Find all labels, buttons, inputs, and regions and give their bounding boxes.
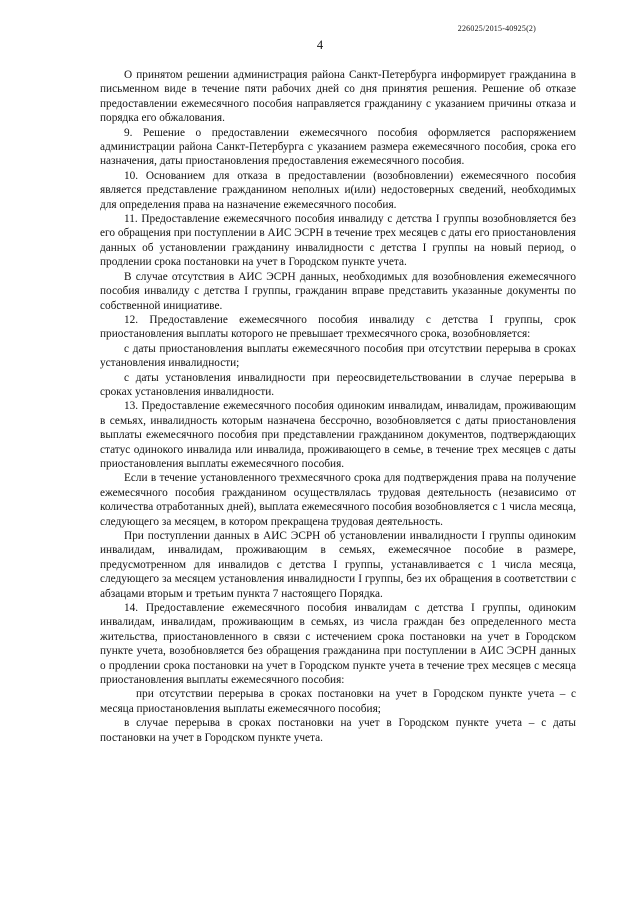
- paragraph: 13. Предоставление ежемесячного пособия одиноким инвалидам, инвалидам, проживающим в семьях, инвалидность которым назначена бессрочно, возобновляется с даты приостановления выплаты ежемесячного пособия при представлении гражданином документов, подтверждающих статус одинокого инвалида или инвалида, проживающего в семье, в течение трех месяцев с даты приостановления выплаты ежемесячного пособия.: [100, 400, 576, 470]
- paragraph: 9. Решение о предоставлении ежемесячного пособия оформляется распоряжением администрации района Санкт-Петербурга с указанием размера ежемесячного пособия, срока его назначения, даты приостановления предоставления ежемесячного пособия.: [100, 126, 576, 168]
- paragraph: 12. Предоставление ежемесячного пособия инвалиду с детства I группы, срок приостановления выплаты которого не превышает трехмесячного срока, возобновляется:: [100, 313, 576, 341]
- paragraph: 11. Предоставление ежемесячного пособия инвалиду с детства I группы возобновляется без его обращения при поступлении в АИС ЭСРН в течение трех месяцев с даты его приостановления данных об установлении гражданину инвалидности с детства I группы на новый период, о продлении срока постановки на учет в Городском пункте учета.: [100, 213, 576, 269]
- paragraph: О принятом решении администрация района Санкт-Петербурга информирует гражданина в письменном виде в течение пяти рабочих дней со дня принятия решения. Решение об отказе предоставлении ежемесячного пособия направляется гражданину с указанием причины отказа и порядка его обжалования.: [100, 69, 576, 125]
- paragraph: с даты приостановления выплаты ежемесячного пособия при отсутствии перерыва в сроках установления инвалидности;: [100, 342, 576, 370]
- document-id: 226025/2015-40925(2): [457, 24, 536, 33]
- paragraph: при отсутствии перерыва в сроках постановки на учет в Городском пункте учета – с месяца приостановления выплаты ежемесячного пособия;: [100, 688, 576, 715]
- paragraph: 14. Предоставление ежемесячного пособия инвалидам с детства I группы, одиноким инвалидам, инвалидам, проживающим в семьях, из числа граждан без определенного места жительства, приостановленного в связи с истечением срока постановки на учет в Городском пункте учета, возобновляется без обращения гражданина при поступлении в АИС ЭСРН данных о продлении срока постановки на учет в Городском пункте учета в течение трех месяцев с месяца приостановления выплаты ежемесячного пособия:: [100, 602, 576, 687]
- paragraph: В случае отсутствия в АИС ЭСРН данных, необходимых для возобновления ежемесячного пособия инвалиду с детства I группы, гражданин вправе представить указанные документы по собственной инициативе.: [100, 270, 576, 312]
- document-body: [100, 68, 576, 745]
- page-number: 4: [316, 38, 324, 52]
- paragraph: в случае перерыва в сроках постановки на учет в Городском пункте учета – с даты постановки на учет в Городском пункте учета.: [100, 717, 576, 744]
- paragraph: При поступлении данных в АИС ЭСРН об установлении инвалидности I группы одиноким инвалидам, инвалидам, проживающим в семьях, ежемесячное пособие в размере, предусмотренном для инвалидов с детства I группы, устанавливается с 1 числа месяца, следующего за месяцем установления инвалидности I группы, без их обращения в соответствии с абзацами вторым и третьим пункта 7 настоящего Порядка.: [100, 530, 576, 600]
- paragraph: с даты установления инвалидности при переосвидетельствовании в случае перерыва в сроках установления инвалидности.: [100, 371, 576, 398]
- paragraph: Если в течение установленного трехмесячного срока для подтверждения права на получение ежемесячного пособия гражданином осуществлялась трудовая деятельность (независимо от количества отработанных дней), выплата ежемесячного пособия возобновляется с 1 числа месяца, следующего за месяцем, в котором прекращена трудовая деятельность.: [100, 472, 576, 528]
- paragraph: 10. Основанием для отказа в предоставлении (возобновлении) ежемесячного пособия является представление гражданином неполных и(или) недостоверных сведений, необходимых для определения права на назначение ежемесячного пособия.: [100, 169, 576, 211]
